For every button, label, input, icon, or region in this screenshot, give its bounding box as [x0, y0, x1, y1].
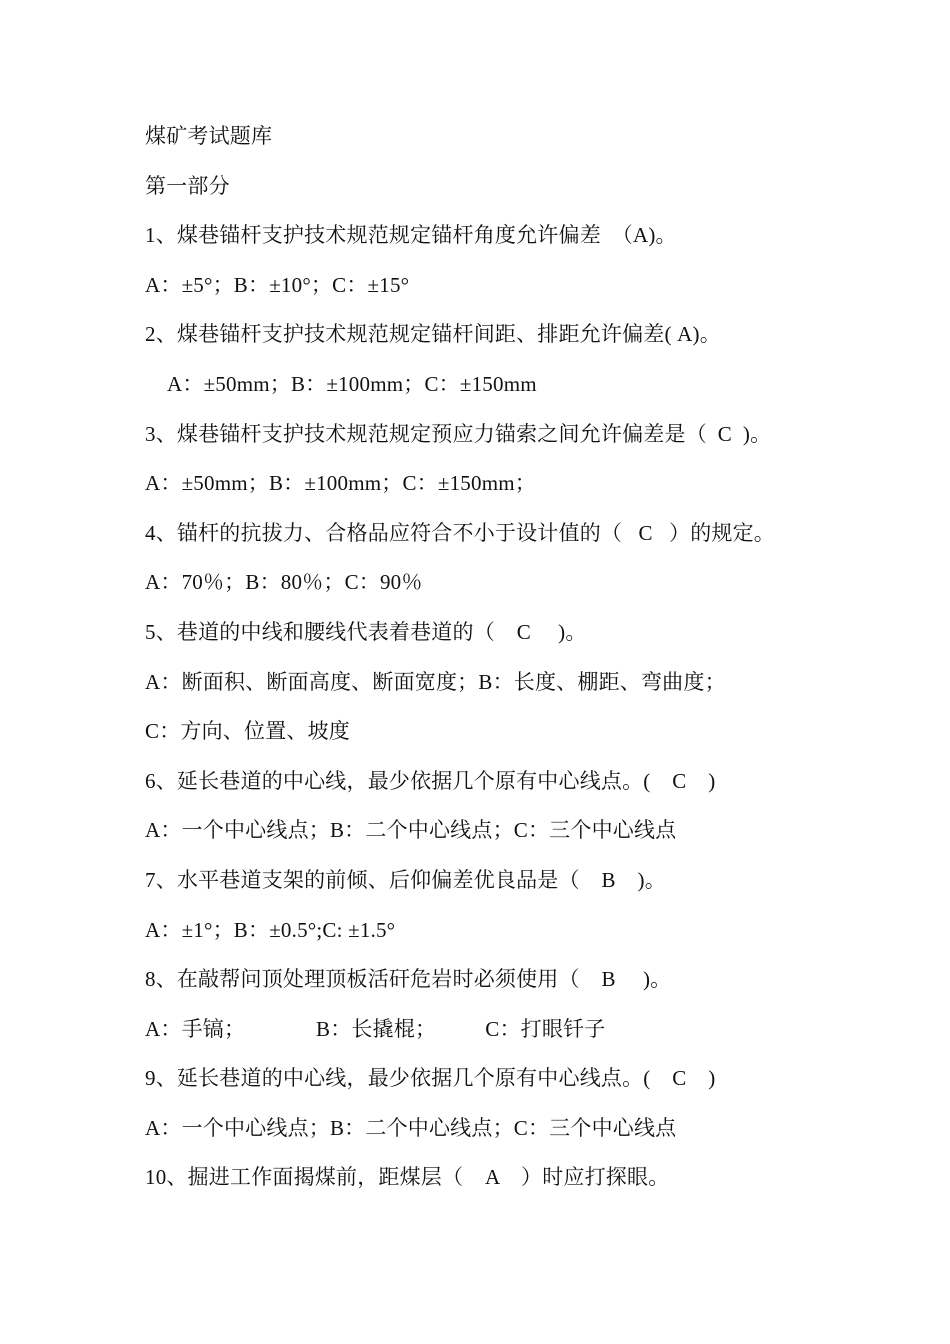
options-5-ab: A：断面积、断面高度、断面宽度；B：长度、棚距、弯曲度；	[145, 669, 726, 694]
question-5: 5、巷道的中线和腰线代表着巷道的（ C )。	[145, 619, 587, 644]
section-heading: 第一部分	[145, 173, 230, 198]
question-2: 2、煤巷锚杆支护技术规范规定锚杆间距、排距允许偏差( A)。	[145, 322, 721, 347]
question-6: 6、延长巷道的中心线，最少依据几个原有中心线点。( C )	[145, 768, 716, 793]
question-3: 3、煤巷锚杆支护技术规范规定预应力锚索之间允许偏差是（ C )。	[145, 421, 772, 446]
question-7: 7、水平巷道支架的前倾、后仰偏差优良品是（ B )。	[145, 867, 666, 892]
options-2: A：±50mm；B：±100mm；C：±150mm	[167, 371, 537, 396]
question-10: 10、掘进工作面揭煤前，距煤层（ A ）时应打探眼。	[145, 1165, 670, 1190]
document-body	[145, 116, 905, 1207]
options-9: A：一个中心线点；B：二个中心线点；C：三个中心线点	[145, 1115, 677, 1140]
question-4: 4、锚杆的抗拔力、合格品应符合不小于设计值的（ C ）的规定。	[145, 520, 776, 545]
options-6: A：一个中心线点；B：二个中心线点；C：三个中心线点	[145, 818, 677, 843]
question-1: 1、煤巷锚杆支护技术规范规定锚杆角度允许偏差 （A)。	[145, 223, 677, 248]
options-3: A：±50mm；B：±100mm；C：±150mm；	[145, 471, 536, 496]
question-9: 9、延长巷道的中心线，最少依据几个原有中心线点。( C )	[145, 1066, 716, 1091]
question-8: 8、在敲帮问顶处理顶板活矸危岩时必须使用（ B )。	[145, 967, 672, 992]
options-8: A：手镐； B：长撬棍； C：打眼钎子	[145, 1016, 606, 1041]
options-7: A：±1°；B：±0.5°;C: ±1.5°	[145, 917, 396, 942]
options-1: A：±5°；B：±10°；C：±15°	[145, 272, 410, 297]
document-title: 煤矿考试题库	[145, 124, 273, 148]
options-4: A：70％；B：80％；C：90％	[145, 570, 423, 595]
options-5-c: C：方向、位置、坡度	[145, 719, 351, 744]
